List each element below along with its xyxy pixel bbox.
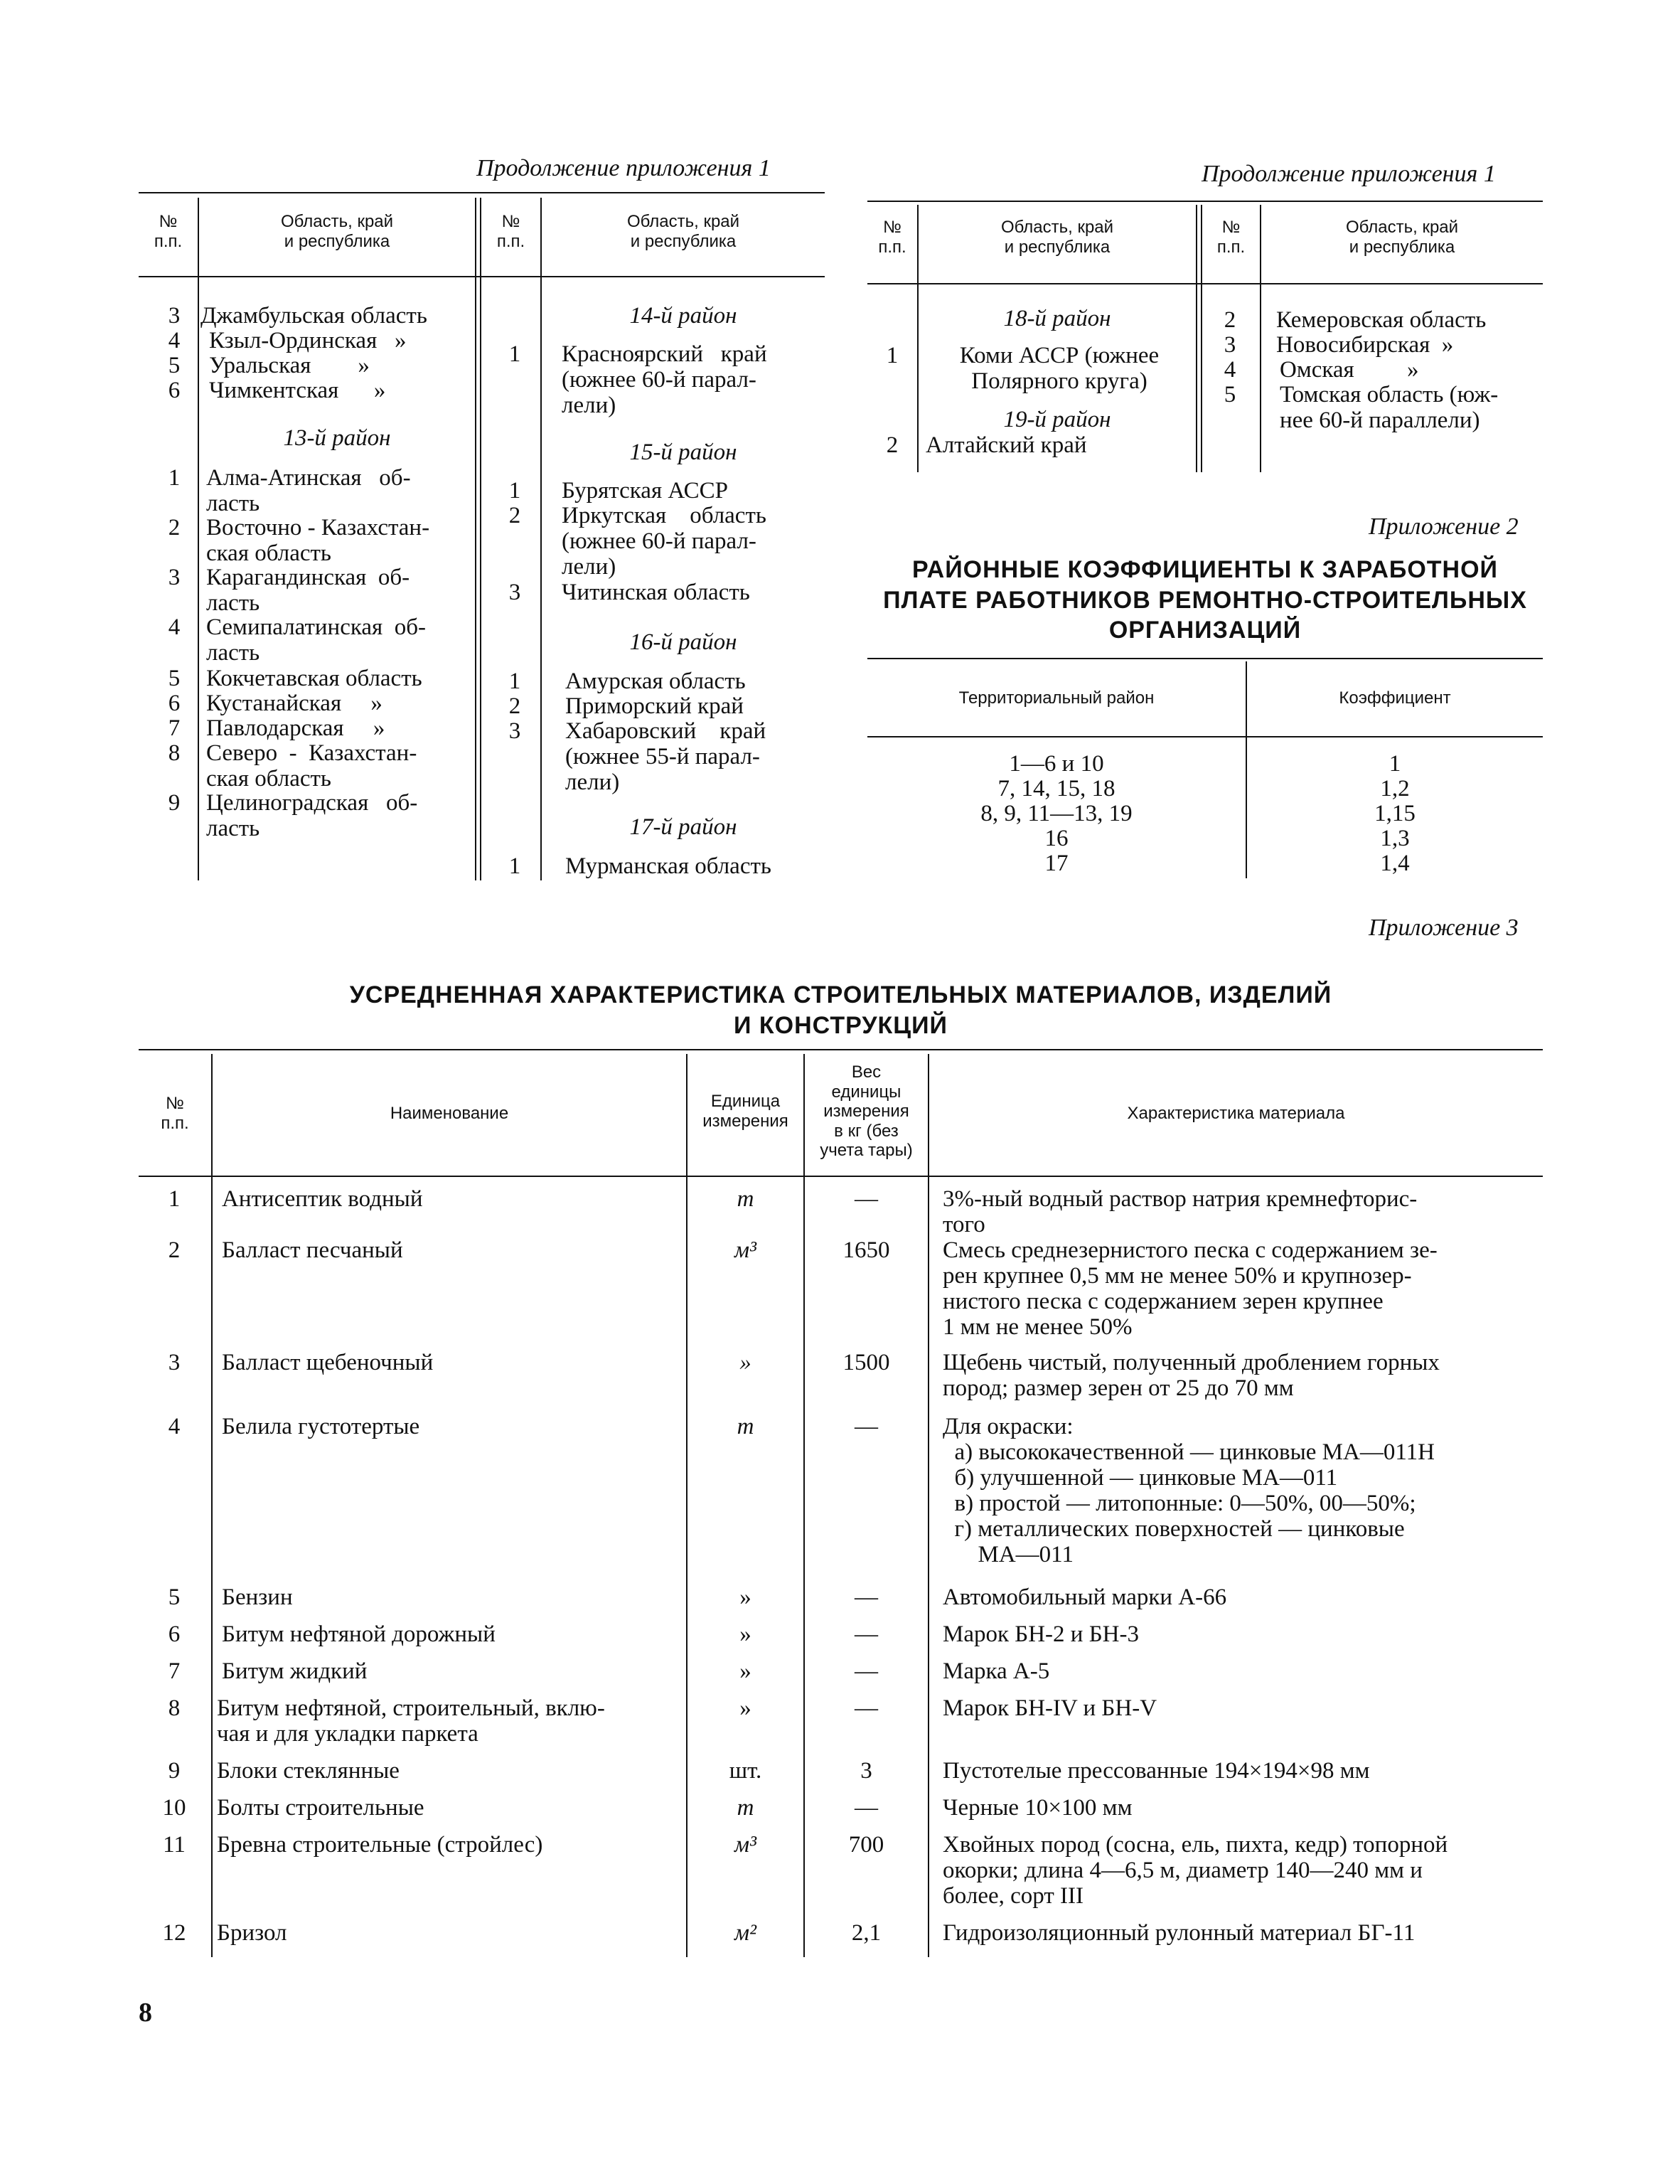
appendix2-region: 8, 9, 11—13, 19 xyxy=(980,801,1133,826)
left-row-name: Читинская область xyxy=(562,580,750,605)
left-row-name: Бурятская АССР xyxy=(562,478,728,504)
left-row-no: 3 xyxy=(508,580,521,605)
appendix3-header-unit: Единица измерения xyxy=(702,1092,788,1131)
page-number: 8 xyxy=(139,1998,152,2028)
right-row-name: Новосибирская » xyxy=(1276,332,1454,358)
left-row-no: 4 xyxy=(168,614,181,640)
materials-row-no: 5 xyxy=(168,1584,181,1610)
materials-row-name: Блоки стеклянные xyxy=(217,1758,400,1784)
right-row-name: Алтайский край xyxy=(926,432,1087,458)
left-row-name: Кустанайская » xyxy=(206,691,382,716)
appendix2-coef: 1,4 xyxy=(1380,851,1410,876)
materials-row-weight: — xyxy=(855,1186,878,1212)
left-row-name: Чимкентская » xyxy=(209,378,386,403)
materials-row-desc: Марка А-5 xyxy=(943,1658,1050,1684)
materials-row-name: Битум нефтяной дорожный xyxy=(222,1621,496,1647)
materials-row-desc: Хвойных пород (сосна, ель, пихта, кедр) топорной окорки; длина 4—6,5 м, диаметр 140—240 мм и более, сорт III xyxy=(943,1832,1448,1909)
materials-row-unit: » xyxy=(739,1621,751,1647)
materials-row-weight: — xyxy=(855,1695,878,1721)
materials-row-weight: — xyxy=(855,1621,878,1647)
appendix2-coef: 1,15 xyxy=(1374,801,1416,826)
materials-row-no: 6 xyxy=(168,1621,181,1647)
left-row-no: 8 xyxy=(168,740,181,766)
left-table-divider-2a xyxy=(475,198,476,880)
right-table-divider-2a xyxy=(1196,205,1197,472)
appendix2-region: 16 xyxy=(1044,826,1069,851)
materials-row-unit: м³ xyxy=(734,1237,756,1263)
right-row-no: 3 xyxy=(1224,332,1236,358)
materials-row-no: 2 xyxy=(168,1237,181,1263)
left-row-no: 1 xyxy=(508,668,521,694)
left-header-region-1: Область, край и республика xyxy=(280,212,394,251)
left-row-no: 1 xyxy=(508,478,521,504)
left-row-name: Амурская область xyxy=(565,668,746,694)
materials-row-no: 3 xyxy=(168,1350,181,1375)
materials-row-desc: Щебень чистый, полученный дроблением горных пород; размер зерен от 25 до 70 мм xyxy=(943,1350,1440,1401)
materials-row-weight: 3 xyxy=(860,1758,872,1784)
left-header-region-2: Область, край и республика xyxy=(626,212,740,251)
left-group-heading: 14-й район xyxy=(629,303,737,329)
materials-row-desc: Гидроизоляционный рулонный материал БГ-11 xyxy=(943,1920,1416,1946)
materials-row-unit: » xyxy=(739,1658,751,1684)
materials-row-unit: м³ xyxy=(734,1832,756,1858)
materials-row-weight: — xyxy=(855,1584,878,1610)
left-row-name: Карагандинская об- ласть xyxy=(206,565,410,616)
left-table-divider-2b xyxy=(480,198,481,880)
left-row-name: Мурманская область xyxy=(565,853,771,879)
right-row-name: Кемеровская область xyxy=(1276,307,1487,333)
materials-row-unit: м² xyxy=(734,1920,756,1946)
materials-row-weight: 2,1 xyxy=(851,1920,882,1946)
materials-row-unit: т xyxy=(737,1186,754,1212)
appendix2-coef: 1,2 xyxy=(1380,776,1410,801)
left-row-no: 7 xyxy=(168,715,181,741)
appendix3-top-rule xyxy=(139,1049,1543,1050)
left-row-no: 1 xyxy=(168,465,181,491)
left-row-name: Семипалатинская об- ласть xyxy=(206,614,426,666)
appendix2-region: 17 xyxy=(1044,851,1069,876)
materials-row-unit: » xyxy=(739,1350,751,1375)
appendix3-header-rule xyxy=(139,1176,1543,1177)
left-row-no: 5 xyxy=(168,666,181,691)
materials-row-desc: Марок БН-IV и БН-V xyxy=(943,1695,1157,1721)
materials-row-name: Балласт щебеночный xyxy=(222,1350,434,1375)
materials-row-unit: т xyxy=(737,1795,754,1821)
materials-row-name: Антисептик водный xyxy=(222,1186,423,1212)
materials-row-unit: » xyxy=(739,1584,751,1610)
materials-row-weight: 1500 xyxy=(842,1350,890,1375)
right-header-no-2: № п.п. xyxy=(1216,218,1246,257)
right-table-header-rule xyxy=(867,283,1543,284)
right-group-heading: 18-й район xyxy=(1003,306,1111,331)
appendix3-divider-1 xyxy=(211,1054,213,1957)
right-row-no: 1 xyxy=(886,343,899,368)
materials-row-weight: — xyxy=(855,1414,878,1439)
left-group-heading: 17-й район xyxy=(629,814,737,840)
materials-row-weight: — xyxy=(855,1658,878,1684)
left-row-name: Иркутская область (южнее 60-й парал- лели) xyxy=(562,503,766,580)
appendix2-coef: 1 xyxy=(1389,751,1401,777)
appendix3-header-weight: Вес единицы измерения в кг (без учета тары) xyxy=(820,1062,913,1161)
materials-row-desc: Для окраски: а) высококачественной — цинковые МА—011Н б) улучшенной — цинковые МА—011 в) простой — литопонные: 0—50%, 00—50%; г) металлических поверхностей — цинковые МА—011 xyxy=(943,1414,1435,1567)
left-group-heading: 16-й район xyxy=(629,629,737,655)
left-row-no: 3 xyxy=(168,303,181,329)
left-row-no: 6 xyxy=(168,691,181,716)
materials-row-no: 9 xyxy=(168,1758,181,1784)
left-group-heading: 15-й район xyxy=(629,440,737,465)
materials-row-name: Бревна строительные (стройлес) xyxy=(217,1832,543,1858)
appendix2-top-rule xyxy=(867,658,1543,659)
left-row-name: Кокчетавская область xyxy=(206,666,422,691)
left-row-no: 1 xyxy=(508,341,521,367)
appendix2-region: 7, 14, 15, 18 xyxy=(997,776,1115,801)
appendix2-header-rule xyxy=(867,736,1543,737)
right-row-name: Томская область (юж- нее 60-й параллели) xyxy=(1280,382,1499,433)
materials-row-desc: Автомобильный марки А-66 xyxy=(943,1584,1227,1610)
materials-row-unit: » xyxy=(739,1695,751,1721)
materials-row-no: 7 xyxy=(168,1658,181,1684)
left-row-no: 1 xyxy=(508,853,521,879)
appendix2-header-region: Территориальный район xyxy=(958,688,1155,708)
left-row-no: 2 xyxy=(168,515,181,540)
materials-row-unit: шт. xyxy=(729,1758,762,1784)
right-header-no-1: № п.п. xyxy=(878,218,906,257)
left-row-no: 9 xyxy=(168,790,181,816)
left-row-name: Кзыл-Ординская » xyxy=(209,328,407,353)
left-row-no: 2 xyxy=(508,503,521,528)
materials-row-no: 8 xyxy=(168,1695,181,1721)
left-row-no: 2 xyxy=(508,693,521,719)
appendix2-region: 1—6 и 10 xyxy=(1009,751,1104,777)
appendix3-divider-4 xyxy=(928,1054,929,1957)
materials-row-weight: — xyxy=(855,1795,878,1821)
right-table-caption: Продолжение приложения 1 xyxy=(1202,161,1496,187)
left-table-header-rule xyxy=(139,276,825,277)
materials-row-no: 1 xyxy=(168,1186,181,1212)
left-row-name: Джамбульская область xyxy=(200,303,427,329)
materials-row-name: Бензин xyxy=(222,1584,293,1610)
right-header-region-2: Область, край и республика xyxy=(1345,218,1459,257)
appendix3-title: УСРЕДНЕННАЯ ХАРАКТЕРИСТИКА СТРОИТЕЛЬНЫХ МАТЕРИАЛОВ, ИЗДЕЛИЙ И КОНСТРУКЦИЙ xyxy=(349,981,1332,1039)
materials-row-no: 12 xyxy=(162,1920,186,1946)
left-row-name: Павлодарская » xyxy=(206,715,385,741)
appendix3-header-name: Наименование xyxy=(390,1104,509,1123)
materials-row-name: Битум нефтяной, строительный, вклю- чая и для укладки паркета xyxy=(217,1695,605,1747)
appendix2-label: Приложение 2 xyxy=(1369,513,1519,540)
right-table-top-rule xyxy=(867,201,1543,202)
right-row-name: Омская » xyxy=(1280,357,1419,383)
left-header-no-1: № п.п. xyxy=(154,212,183,251)
materials-row-desc: Пустотелые прессованные 194×194×98 мм xyxy=(943,1758,1370,1784)
materials-row-desc: Марок БН-2 и БН-3 xyxy=(943,1621,1139,1647)
left-row-no: 6 xyxy=(168,378,181,403)
appendix2-header-coef: Коэффициент xyxy=(1339,688,1451,708)
right-row-no: 2 xyxy=(1224,307,1236,333)
left-table-caption: Продолжение приложения 1 xyxy=(476,155,771,181)
left-table-divider-1 xyxy=(198,198,199,880)
left-row-no: 4 xyxy=(168,328,181,353)
right-row-no: 4 xyxy=(1224,357,1236,383)
left-row-name: Целиноградская об- ласть xyxy=(206,790,418,841)
materials-row-name: Белила густотертые xyxy=(222,1414,420,1439)
left-table-divider-3 xyxy=(540,198,542,880)
materials-row-no: 11 xyxy=(163,1832,186,1858)
materials-row-name: Бризол xyxy=(217,1920,287,1946)
left-row-no: 3 xyxy=(168,565,181,590)
right-row-no: 2 xyxy=(886,432,899,458)
materials-row-desc: 3%-ный водный раствор натрия кремнефторис- того xyxy=(943,1186,1418,1237)
appendix3-label: Приложение 3 xyxy=(1369,915,1519,941)
materials-row-desc: Смесь среднезернистого песка с содержанием зе- рен крупнее 0,5 мм не менее 50% и крупнозер- нистого песка с содержанием зерен крупнее 1 мм не менее 50% xyxy=(943,1237,1438,1340)
materials-row-no: 4 xyxy=(168,1414,181,1439)
left-row-name: Хабаровский край (южнее 55-й парал- лели) xyxy=(565,718,766,795)
left-row-no: 5 xyxy=(168,353,181,378)
right-group-heading: 19-й район xyxy=(1003,407,1111,432)
left-row-name: Алма-Атинская об- ласть xyxy=(206,465,411,516)
appendix2-coef: 1,3 xyxy=(1380,826,1410,851)
left-header-no-2: № п.п. xyxy=(496,212,525,251)
materials-row-name: Битум жидкий xyxy=(222,1658,368,1684)
materials-row-desc: Черные 10×100 мм xyxy=(943,1795,1133,1821)
appendix3-header-desc: Характеристика материала xyxy=(1127,1104,1345,1123)
left-row-name: Красноярский край (южнее 60-й парал- лели) xyxy=(562,341,767,418)
right-row-name: Коми АССР (южнее Полярного круга) xyxy=(959,343,1160,394)
appendix2-title: РАЙОННЫЕ КОЭФФИЦИЕНТЫ К ЗАРАБОТНОЙ ПЛАТЕ РАБОТНИКОВ РЕМОНТНО-СТРОИТЕЛЬНЫХ ОРГАНИЗАЦИЙ xyxy=(883,556,1527,644)
materials-row-unit: т xyxy=(737,1414,754,1439)
left-row-no: 3 xyxy=(508,718,521,744)
right-header-region-1: Область, край и республика xyxy=(1000,218,1114,257)
materials-row-no: 10 xyxy=(162,1795,186,1821)
materials-row-weight: 1650 xyxy=(842,1237,890,1263)
materials-row-name: Балласт песчаный xyxy=(222,1237,403,1263)
right-row-no: 5 xyxy=(1224,382,1236,407)
left-table-top-rule xyxy=(139,192,825,193)
appendix3-header-no: № п.п. xyxy=(161,1094,189,1133)
left-row-name: Уральская » xyxy=(209,353,370,378)
left-row-name: Северо - Казахстан- ская область xyxy=(206,740,417,792)
left-row-name: Восточно - Казахстан- ская область xyxy=(206,515,430,566)
materials-row-name: Болты строительные xyxy=(217,1795,424,1821)
left-group-heading: 13-й район xyxy=(283,425,391,451)
left-row-name: Приморский край xyxy=(565,693,744,719)
materials-row-weight: 700 xyxy=(848,1832,884,1858)
